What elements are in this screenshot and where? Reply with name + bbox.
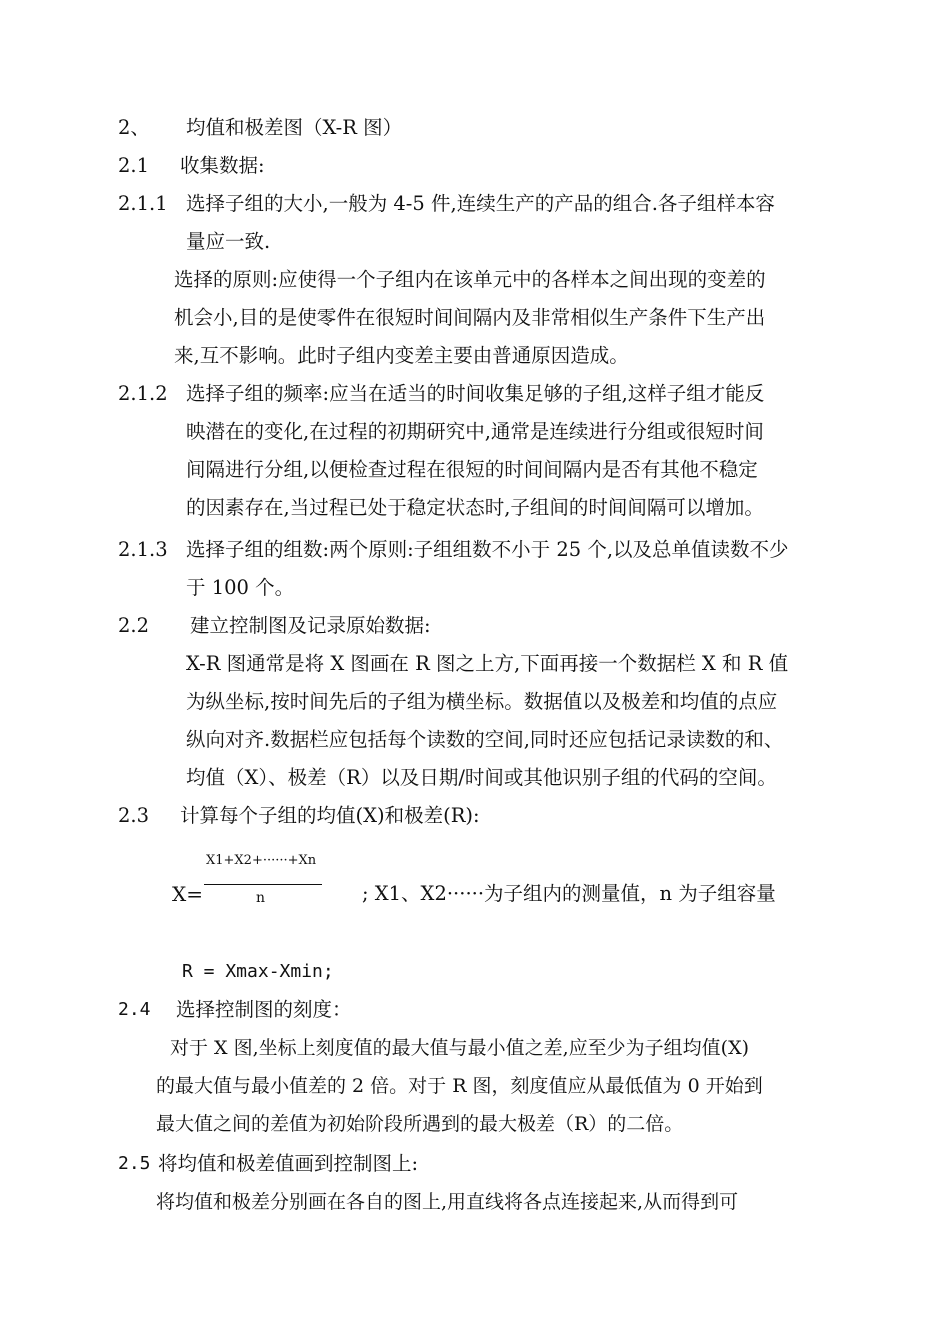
paragraph-line: 对于 X 图,坐标上刻度值的最大值与最小值之差,应至少为子组均值(X) xyxy=(170,1037,750,1059)
section-heading: 收集数据: xyxy=(180,154,265,177)
paragraph-line: 的最大值与最小值差的 2 倍。对于 R 图，刻度值应从最低值为 0 开始到 xyxy=(156,1075,763,1097)
paragraph-line: 选择子组的组数:两个原则:子组组数不小于 25 个,以及总单值读数不少 xyxy=(186,538,789,561)
section-heading: 计算每个子组的均值(X)和极差(R): xyxy=(180,804,480,827)
paragraph-line: 为纵坐标,按时间先后的子组为横坐标。数据值以及极差和均值的点应 xyxy=(186,690,778,713)
paragraph-line: 将均值和极差分别画在各自的图上,用直线将各点连接起来,从而得到可 xyxy=(156,1191,739,1213)
paragraph-line: 映潜在的变化,在过程的初期研究中,通常是连续进行分组或很短时间 xyxy=(186,420,764,443)
paragraph-line: 间隔进行分组,以便检查过程在很短的时间间隔内是否有其他不稳定 xyxy=(186,458,758,481)
section-number: 2、 xyxy=(118,116,150,139)
formula-denominator: n xyxy=(256,890,266,906)
section-number: 2.4 xyxy=(118,999,151,1020)
formula-note: ; X1、X2······为子组内的测量值，n 为子组容量 xyxy=(362,882,776,905)
paragraph-line: 选择子组的频率:应当在适当的时间收集足够的子组,这样子组才能反 xyxy=(186,382,765,405)
section-heading: 建立控制图及记录原始数据: xyxy=(190,614,431,637)
section-number: 2.1.2 xyxy=(118,382,168,405)
paragraph-line: 最大值之间的差值为初始阶段所遇到的最大极差（R）的二倍。 xyxy=(156,1113,684,1135)
section-number: 2.1.1 xyxy=(118,192,168,215)
paragraph-line: 均值（X）、极差（R）以及日期/时间或其他识别子组的代码的空间。 xyxy=(186,766,777,789)
paragraph-line: 的因素存在,当过程已处于稳定状态时,子组间的时间间隔可以增加。 xyxy=(186,496,764,519)
section-heading: 将均值和极差值画到控制图上: xyxy=(158,1152,419,1175)
section-number: 2.5 xyxy=(118,1153,151,1174)
paragraph-line: X-R 图通常是将 X 图画在 R 图之上方,下面再接一个数据栏 X 和 R 值 xyxy=(186,652,789,675)
section-heading: 均值和极差图（X-R 图） xyxy=(186,116,403,139)
range-formula: R = Xmax-Xmin; xyxy=(182,961,334,982)
formula-lhs: X= xyxy=(172,882,203,906)
paragraph-line: 机会小,目的是使零件在很短时间间隔内及非常相似生产条件下生产出 xyxy=(174,306,766,329)
section-heading: 选择控制图的刻度： xyxy=(176,998,352,1021)
paragraph-line: 选择的原则:应使得一个子组内在该单元中的各样本之间出现的变差的 xyxy=(174,268,766,291)
paragraph-line: 来,互不影响。此时子组内变差主要由普通原因造成。 xyxy=(174,344,629,367)
fraction-bar xyxy=(204,884,322,885)
paragraph-line: 选择子组的大小,一般为 4-5 件,连续生产的产品的组合.各子组样本容 xyxy=(186,192,775,215)
formula-numerator: X1+X2+······+Xn xyxy=(206,853,317,868)
section-number: 2.1.3 xyxy=(118,538,168,561)
section-number: 2.1 xyxy=(118,154,150,177)
paragraph-line: 于 100 个。 xyxy=(186,576,295,599)
paragraph-line: 纵向对齐.数据栏应包括每个读数的空间,同时还应包括记录读数的和、 xyxy=(186,728,784,751)
section-number: 2.3 xyxy=(118,804,150,827)
paragraph-line: 量应一致. xyxy=(186,230,271,253)
section-number: 2.2 xyxy=(118,614,150,637)
